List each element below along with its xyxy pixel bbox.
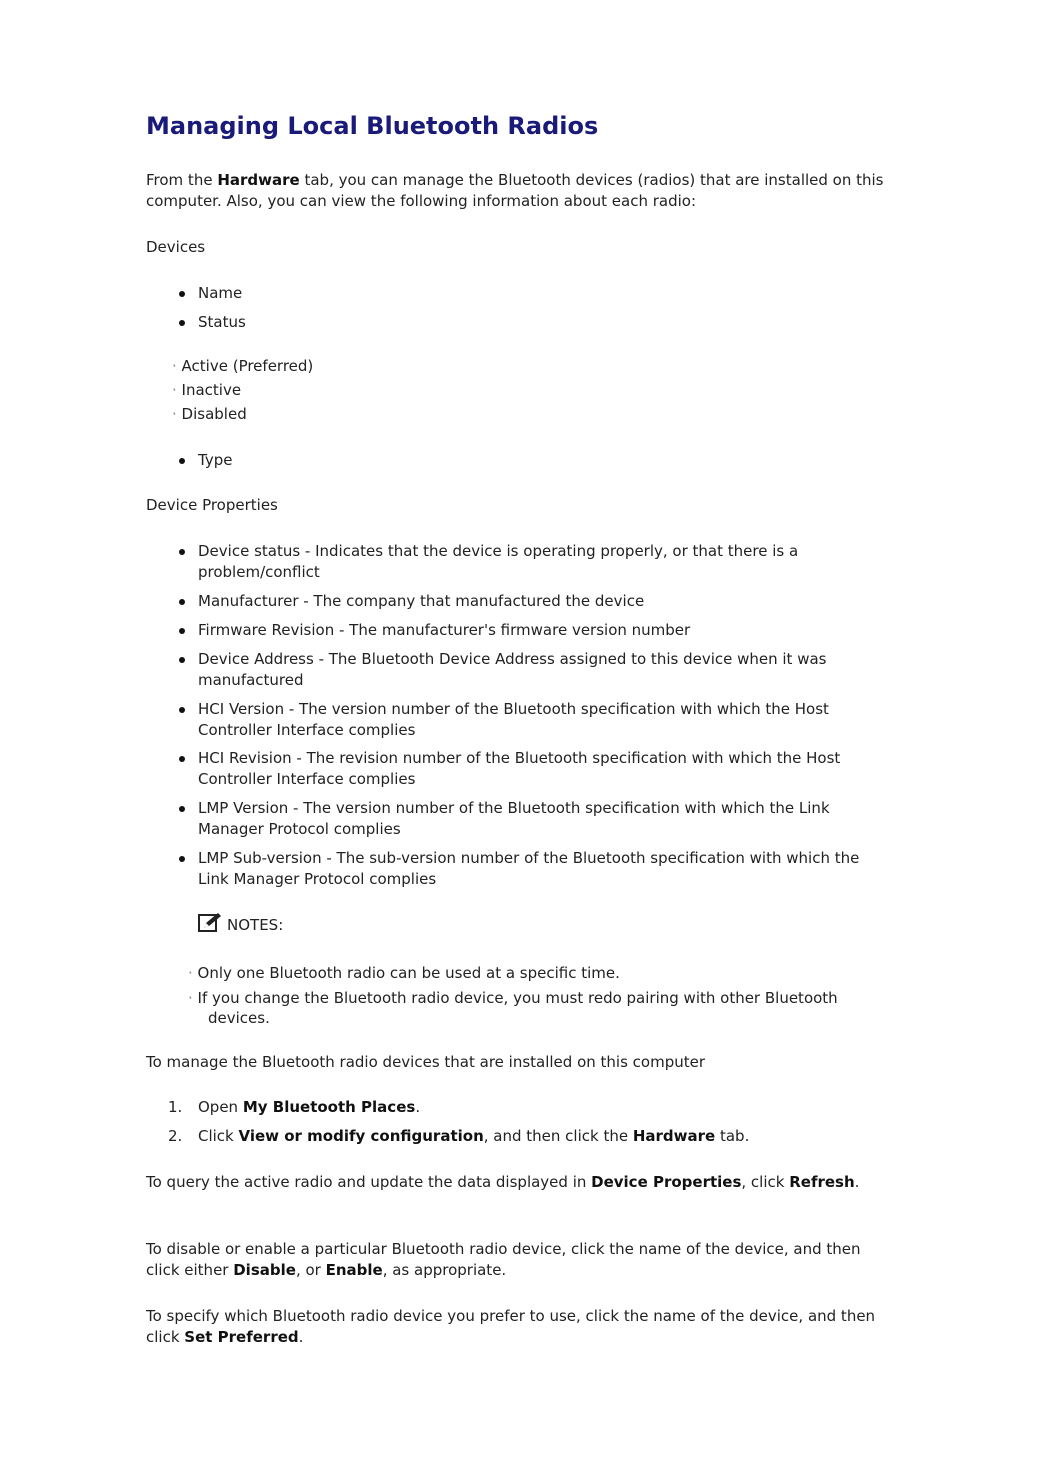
steps-list [146, 1097, 886, 1147]
list-item: Type [146, 450, 886, 471]
list-item: HCI Revision - The revision number of the Bluetooth specification with which the Host Controller Interface complies [146, 748, 886, 790]
device-properties-heading: Device Properties [146, 496, 278, 514]
intro-paragraph: From the Hardware tab, you can manage the Bluetooth devices (radios) that are installed on this computer. Also, you can view the following information about each radio: [146, 171, 884, 210]
query-paragraph: To query the active radio and update the data displayed in Device Properties, click Refresh. [146, 1173, 860, 1191]
notes-block [198, 913, 283, 939]
list-item: Manufacturer - The company that manufactured the device [146, 591, 886, 612]
notes-label: NOTES: [227, 916, 284, 934]
devices-list [146, 283, 886, 333]
status-value: · Disabled [172, 405, 247, 423]
step-item: 1. Open My Bluetooth Places. [168, 1098, 421, 1116]
list-item: Status [146, 312, 886, 333]
note-item-continued: devices. [208, 1009, 270, 1027]
list-item: Device Address - The Bluetooth Device Address assigned to this device when it was manufactured [146, 649, 886, 691]
status-value: · Active (Preferred) [172, 357, 314, 375]
list-item: LMP Sub-version - The sub-version number of the Bluetooth specification with which the Link Manager Protocol complies [146, 848, 886, 890]
note-item: · If you change the Bluetooth radio device, you must redo pairing with other Bluetooth [188, 989, 838, 1007]
list-item: HCI Version - The version number of the Bluetooth specification with which the Host Controller Interface complies [146, 699, 886, 741]
preferred-paragraph: To specify which Bluetooth radio device you prefer to use, click the name of the device, and then click Set Preferred. [146, 1307, 876, 1346]
step-item: 2. Click View or modify configuration, and then click the Hardware tab. [168, 1127, 750, 1145]
devices-heading: Devices [146, 238, 206, 256]
note-item: · Only one Bluetooth radio can be used at a specific time. [188, 964, 620, 982]
manage-intro: To manage the Bluetooth radio devices that are installed on this computer [146, 1053, 705, 1071]
list-item: Firmware Revision - The manufacturer's firmware version number [146, 620, 886, 641]
page-title: Managing Local Bluetooth Radios [146, 112, 599, 140]
device-properties-list [146, 541, 886, 890]
disable-paragraph: To disable or enable a particular Bluetooth radio device, click the name of the device, and then click either Disable, or Enable, as appropriate. [146, 1240, 861, 1279]
devices-list-continued [146, 450, 886, 471]
list-item: Device status - Indicates that the device is operating properly, or that there is a problem/conflict [146, 541, 886, 583]
note-pencil-icon [198, 913, 222, 939]
list-item: LMP Version - The version number of the Bluetooth specification with which the Link Manager Protocol complies [146, 798, 886, 840]
status-value: · Inactive [172, 381, 242, 399]
list-item: Name [146, 283, 886, 304]
